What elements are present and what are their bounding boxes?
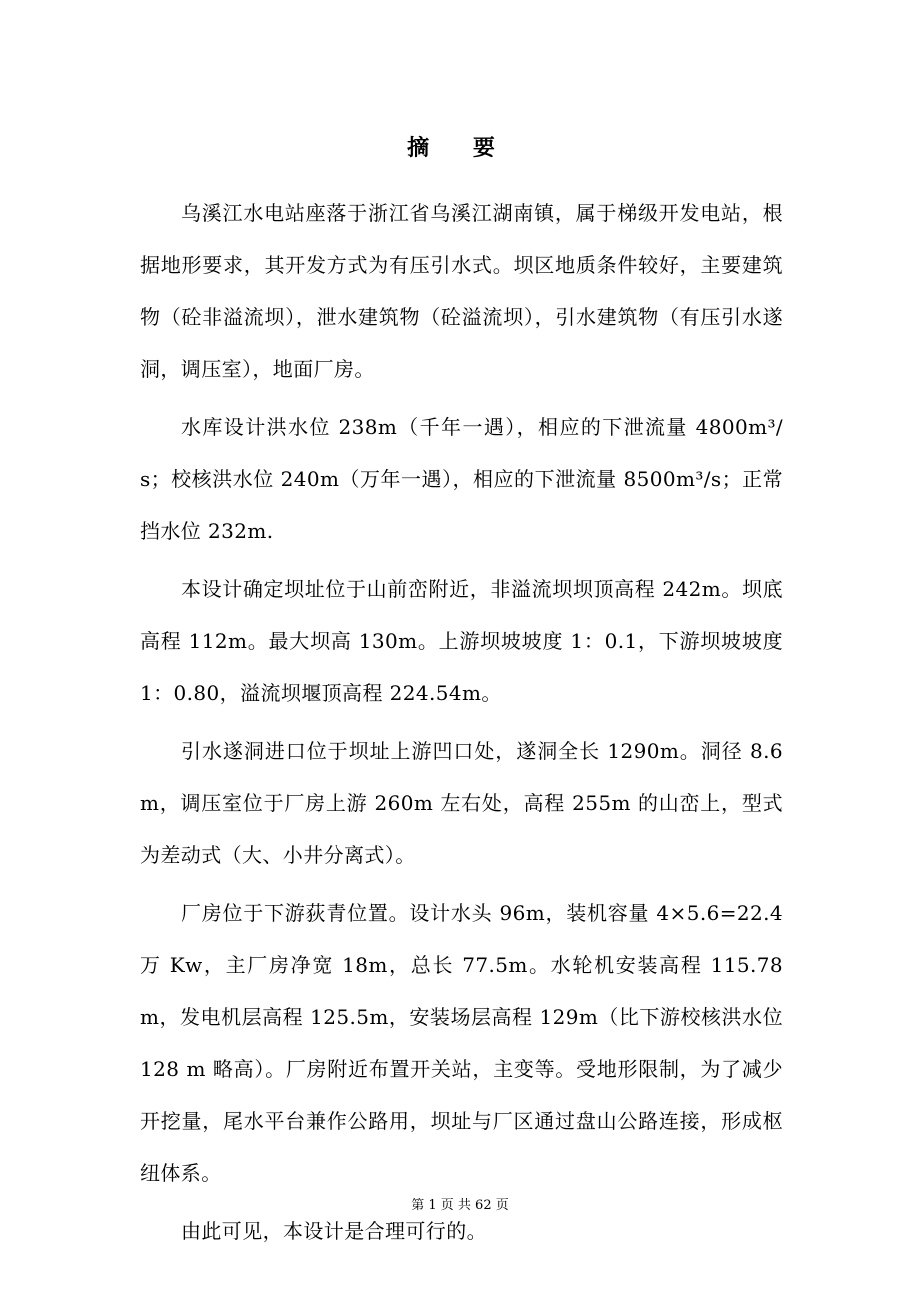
abstract-body (140, 187, 783, 1263)
page-number-footer: 第 1 页 共 62 页 (411, 1198, 509, 1213)
paragraph-dam-design: 本设计确定坝址位于山前峦附近，非溢流坝坝顶高程 242m。坝底高程 112m。最大坝高 130m。上游坝坡坡度 1：0.1，下游坝坡坡度 1：0.80，溢流坝堰顶高程 224.54m。 (140, 577, 783, 705)
paragraph-tunnel: 引水遂洞进口位于坝址上游凹口处，遂洞全长 1290m。洞径 8.6m，调压室位于厂房上游 260m 左右处，高程 255m 的山峦上，型式为差动式（大、小井分离式）。 (140, 739, 783, 867)
paragraph-overview: 乌溪江水电站座落于浙江省乌溪江湖南镇，属于梯级开发电站，根据地形要求，其开发方式为有压引水式。坝区地质条件较好，主要建筑物（砼非溢流坝），泄水建筑物（砼溢流坝），引水建筑物（有压引水遂洞，调压室），地面厂房。 (140, 201, 783, 381)
paragraph-powerhouse: 厂房位于下游荻青位置。设计水头 96m，装机容量 4×5.6=22.4 万 Kw，主厂房净宽 18m，总长 77.5m。水轮机安装高程 115.78m，发电机层高程 125.5m，安装场层高程 129m（比下游校核洪水位 128 m 略高）。厂房附近布置开关站，主变等。受地形限制，为了减少开挖量，尾水平台兼作公路用，坝址与厂区通过盘山公路连接，形成枢纽体系。 (140, 901, 783, 1185)
paragraph-conclusion: 由此可见，本设计是合理可行的。 (181, 1219, 487, 1243)
page-title: 摘 要 (407, 135, 513, 161)
paragraph-flood-levels: 水库设计洪水位 238m（千年一遇），相应的下泄流量 4800m³/s；校核洪水位 240m（万年一遇），相应的下泄流量 8500m³/s；正常挡水位 232m. (140, 415, 783, 543)
